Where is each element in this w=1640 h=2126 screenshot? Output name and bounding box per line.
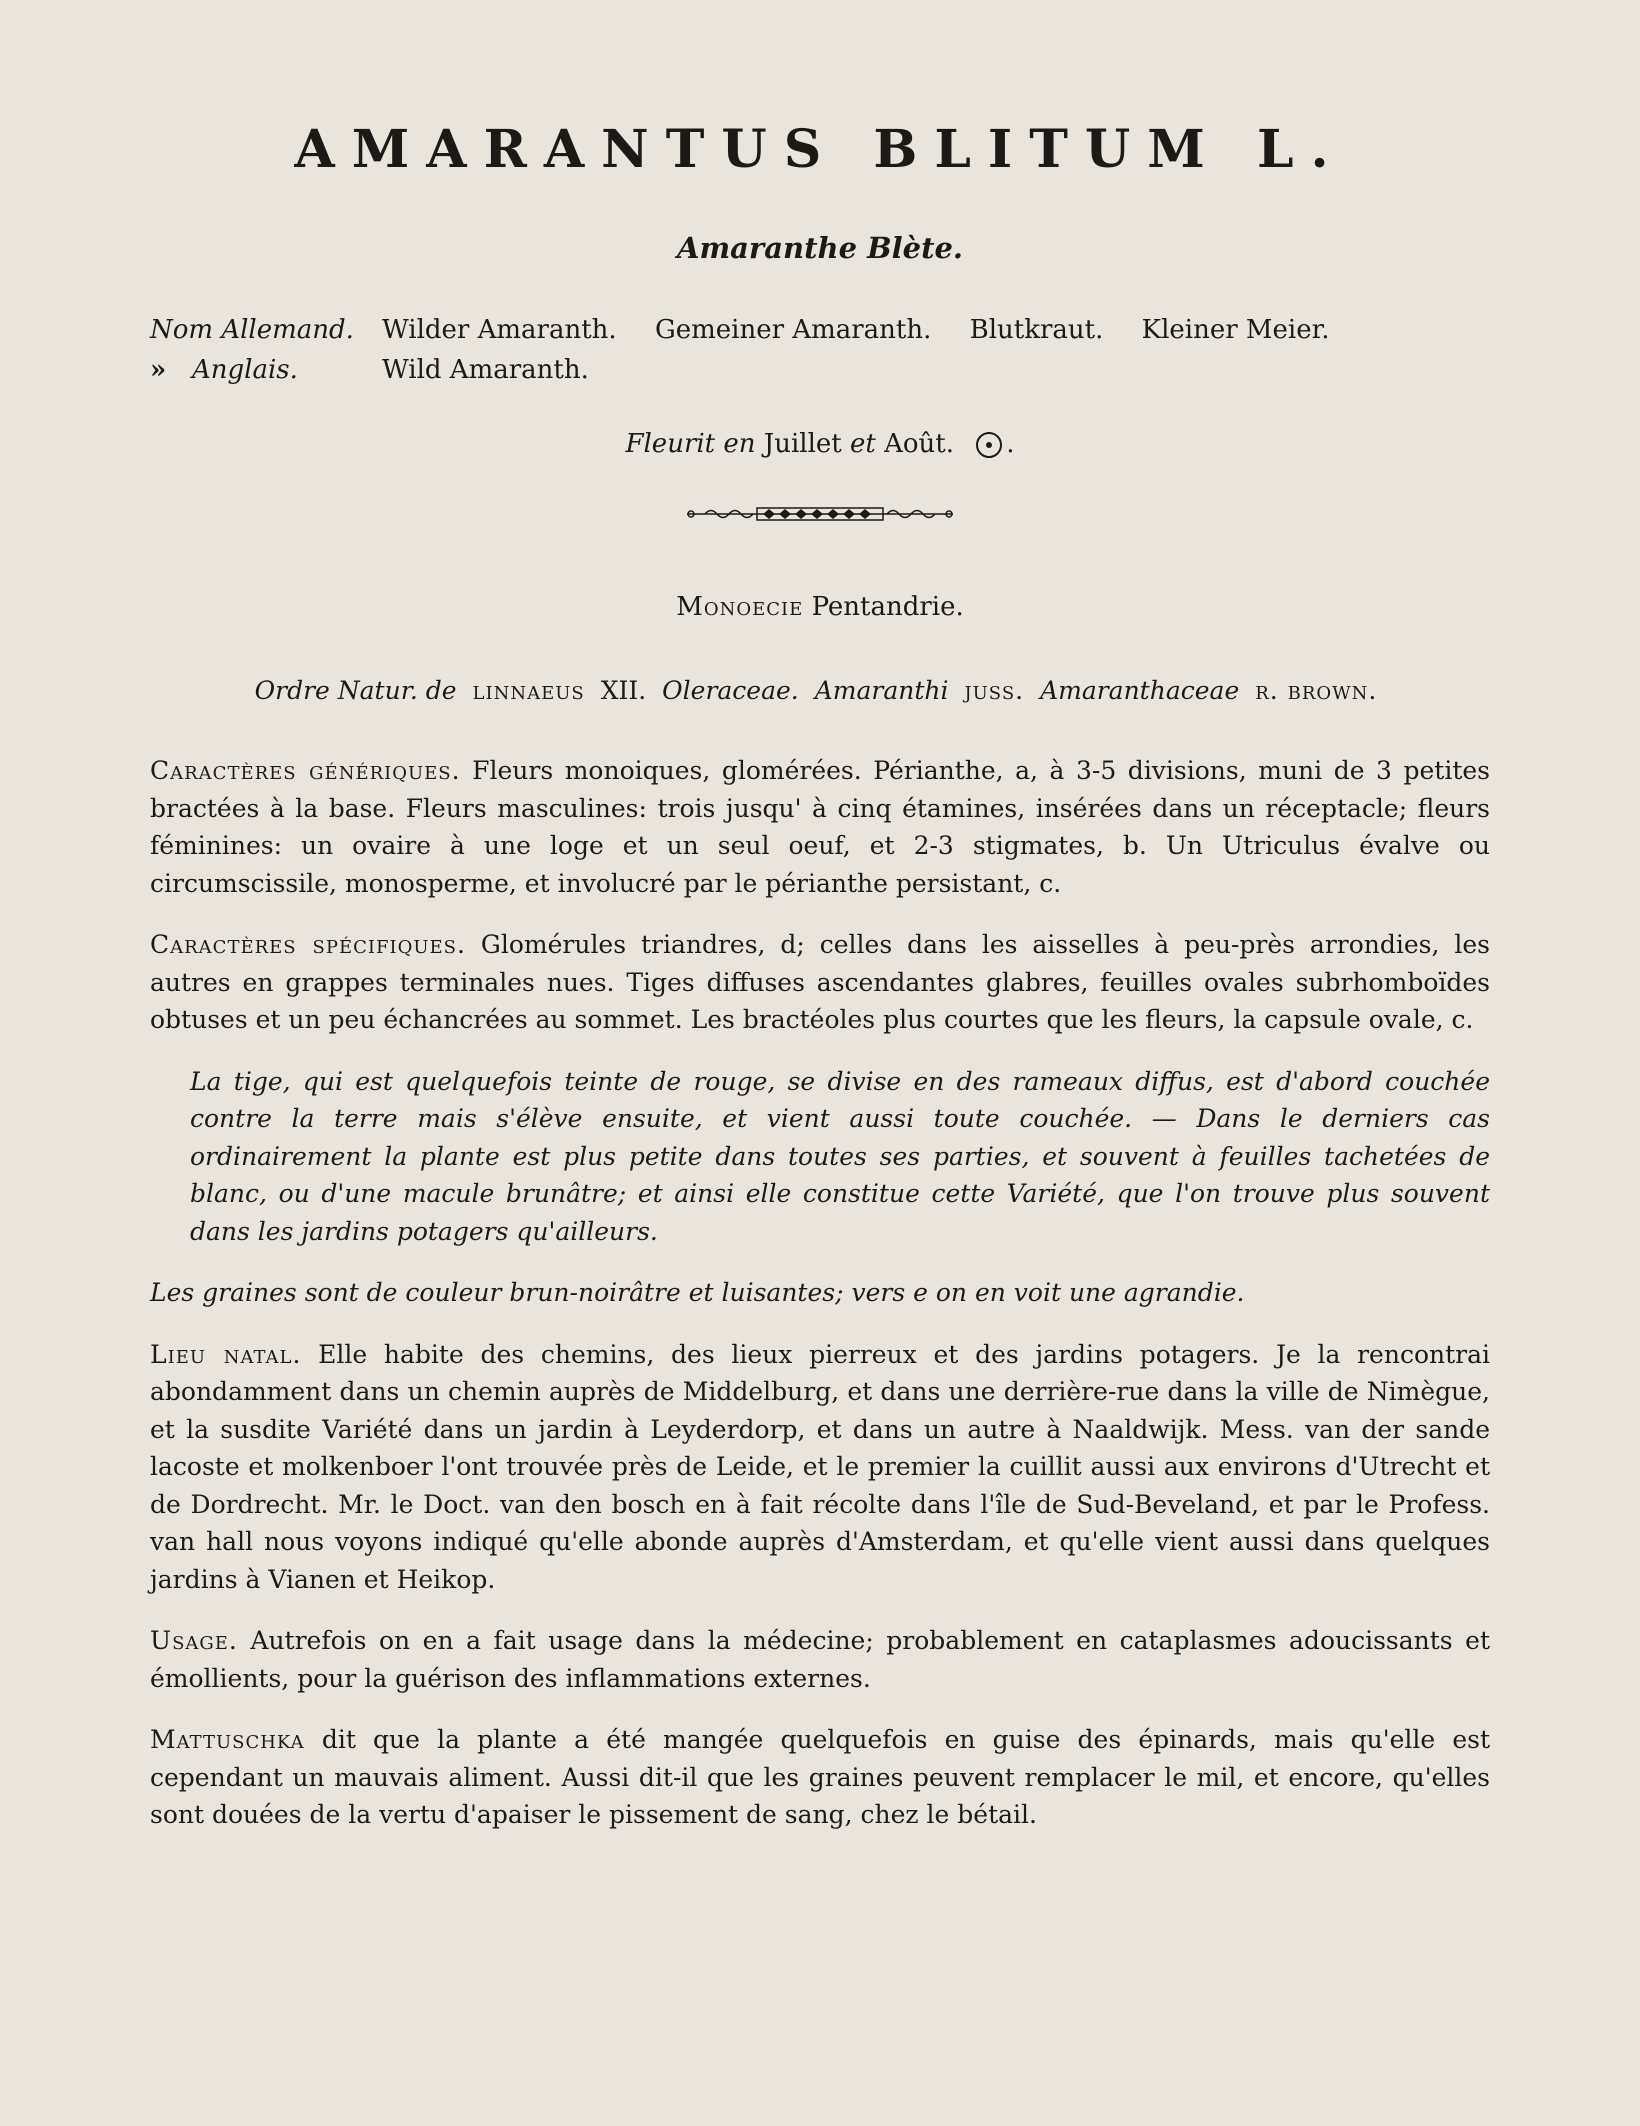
- mattuschka-paragraph: [150, 1721, 1490, 1834]
- description-body: [150, 752, 1490, 1834]
- paragraph-text: Autrefois on en a fait usage dans la médecine; probablement en cataplasmes adoucissants et émollients, pour la guérison des inflammations externes.: [150, 1626, 1490, 1693]
- german-names: [382, 310, 1359, 350]
- generic-characters-paragraph: [150, 752, 1490, 902]
- flowering-month: Juillet: [763, 429, 842, 459]
- specific-characters-paragraph: [150, 926, 1490, 1039]
- common-names: [150, 310, 1490, 390]
- stem-description-paragraph: La tige, qui est quelquefois teinte de rouge, se divise en des rameaux diffus, est d'abord couchée contre la terre mais s'élève ensuite, et vient aussi toute couchée. — Dans le derniers cas ordinairement la plante est plus petite dans toutes ses parties, et souvent à feuilles tachetées de blanc, ou d'une macule brunâtre; et ainsi elle constitue cette Variété, que l'on trouve plus souvent dans les jardins potagers qu'ailleurs.: [190, 1066, 1490, 1246]
- german-name: Gemeiner Amaranth.: [654, 315, 932, 345]
- natural-order-label: Ordre Natur. de: [254, 676, 457, 705]
- german-name: Kleiner Meier.: [1141, 315, 1330, 345]
- author-name: linnaeus: [472, 676, 585, 705]
- annual-symbol-icon: [976, 432, 1002, 458]
- seeds-paragraph: Les graines sont de couleur brun-noirâtre et luisantes; vers e on en voit une agrandie.: [150, 1278, 1245, 1307]
- english-names: [382, 350, 619, 390]
- author-name: juss.: [964, 676, 1025, 705]
- paragraph-heading: Caractères spécifiques.: [150, 930, 466, 959]
- german-name: Blutkraut.: [969, 315, 1104, 345]
- flowering-text: Fleurit en: [625, 429, 756, 459]
- german-names-row: [150, 310, 1490, 350]
- family-name: Amaranthi: [814, 676, 949, 705]
- german-name: Wilder Amaranth.: [382, 315, 617, 345]
- order-number: XII.: [600, 676, 647, 705]
- linnaean-class: [150, 590, 1490, 624]
- german-label: Nom Allemand.: [150, 315, 354, 345]
- paragraph-text: Fleurs monoiques, glomérées. Périanthe, a, à 3-5 divisions, muni de 3 petites bractées à la base. Fleurs masculines: trois jusqu' à cinq étamines, insérées dans un réceptacle; fleurs féminines: un ovaire à une loge et un seul oeuf, et 2-3 stigmates, b. Un Utriculus évalve ou circumscissile, monosperme, et involucré par le périanthe persistant, c.: [150, 756, 1491, 898]
- paragraph-heading: Caractères génériques.: [150, 756, 461, 785]
- paragraph-text: Elle habite des chemins, des lieux pierreux et des jardins potagers. Je la rencontrai abondamment dans un chemin auprès de Middelburg, et dans une derrière-rue dans la ville de Nimègue, et la susdite Variété dans un jardin à Leyderdorp, et dans un autre à Naaldwijk. Mess. van der sande lacoste et molkenboer l'ont trouvée près de Leide, et le premier la cuillit aussi aux environs d'Utrecht et de Dordrecht. Mr. le Doct. van den bosch en à fait récolte dans l'île de Sud-Beveland, et par le Profess. van hall nous voyons indiqué qu'elle abonde auprès d'Amsterdam, et qu'elle vient aussi dans quelques jardins à Vianen et Heikop.: [150, 1339, 1491, 1594]
- class-name: Monoecie: [676, 592, 804, 622]
- paragraph-text: Glomérules triandres, d; celles dans les aisselles à peu-près arrondies, les autres en grappes terminales nues. Tiges diffuses ascendantes glabres, feuilles ovales subrhomboïdes obtuses et un peu échancrées au sommet. Les bractéoles plus courtes que les fleurs, la capsule ovale, c.: [150, 930, 1490, 1034]
- flowering-line: [150, 426, 1490, 462]
- page-title: AMARANTUS BLITUM L.: [294, 119, 1346, 180]
- paragraph-heading: Usage.: [150, 1626, 238, 1655]
- french-name: Amaranthe Blète.: [676, 231, 964, 265]
- flowering-period: .: [1006, 429, 1015, 459]
- english-name: Wild Amaranth.: [382, 355, 589, 385]
- usage-paragraph: [150, 1622, 1490, 1697]
- author-name: r. brown.: [1255, 676, 1378, 705]
- order-name: Pentandrie.: [811, 592, 964, 622]
- flowering-month: Août.: [884, 429, 955, 459]
- paragraph-heading: Mattuschka: [150, 1725, 305, 1754]
- habitat-paragraph: [150, 1336, 1490, 1599]
- family-name: Amaranthaceae: [1040, 676, 1240, 705]
- paragraph-text: dit que la plante a été mangée quelquefois en guise des épinards, mais qu'elle est cependant un mauvais aliment. Aussi dit-il que les graines peuvent remplacer le mil, et encore, qu'elles sont douées de la vertu d'apaiser le pissement de sang, chez le bétail.: [150, 1725, 1490, 1829]
- ditto-mark: »: [150, 355, 167, 385]
- english-names-row: [150, 350, 1490, 390]
- natural-order-line: [150, 674, 1490, 708]
- paragraph-heading: Lieu natal.: [150, 1339, 302, 1369]
- family-name: Oleraceae.: [662, 676, 799, 705]
- flowering-text: et: [850, 429, 876, 459]
- ornament-divider-icon: [685, 504, 955, 524]
- english-label: Anglais.: [192, 355, 298, 385]
